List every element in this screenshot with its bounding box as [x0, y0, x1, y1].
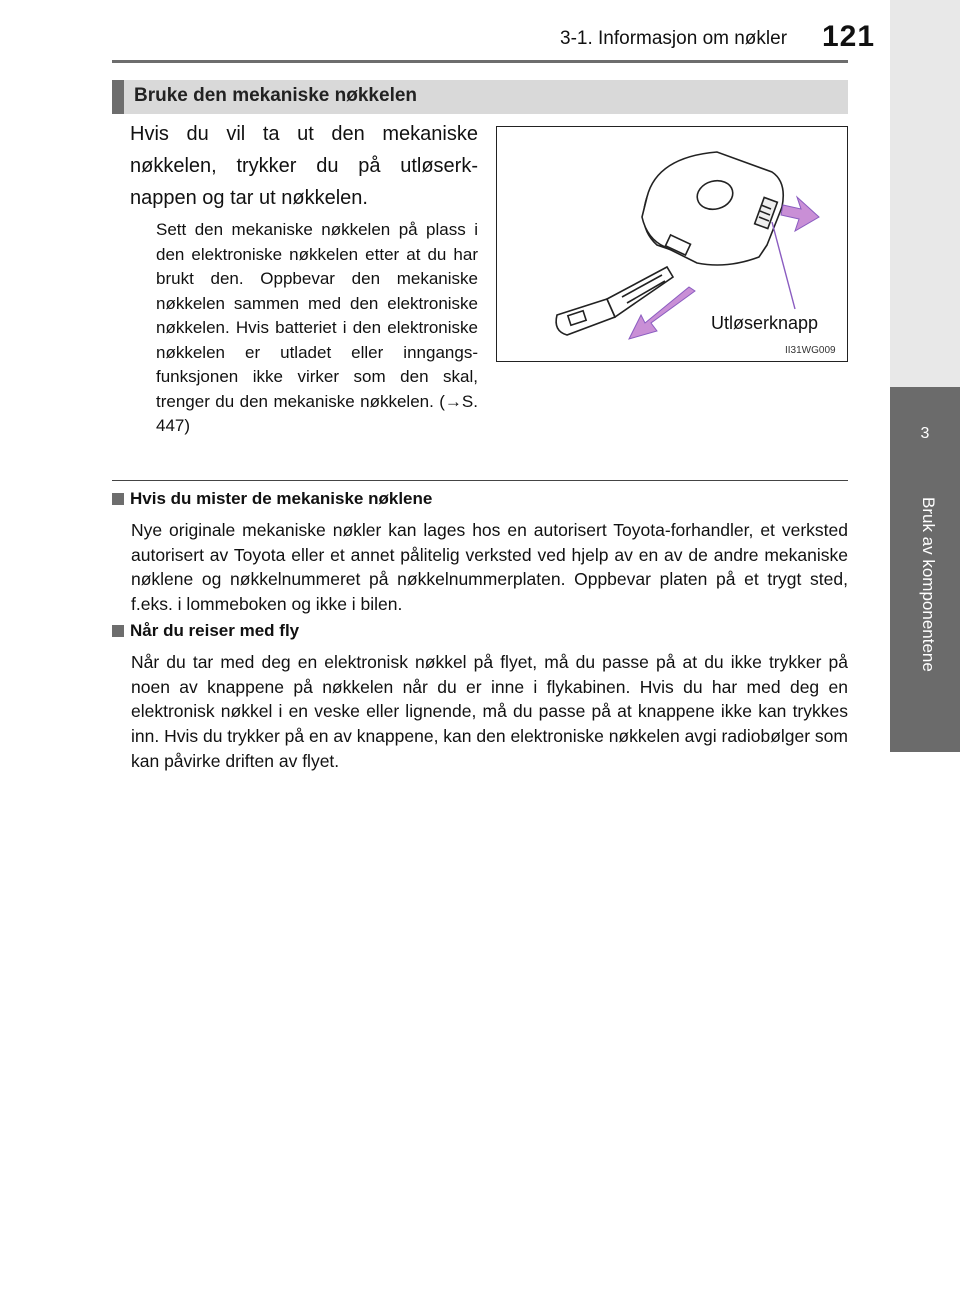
info-item-flying [112, 618, 848, 774]
section-heading [112, 80, 848, 114]
key-figure [496, 126, 848, 362]
section-divider [112, 480, 848, 481]
mechanical-key-icon [556, 267, 673, 335]
side-tab-background [890, 0, 960, 387]
item-heading: Hvis du mister de mekaniske nøklene [130, 489, 433, 508]
chapter-number: 3 [920, 425, 930, 442]
callout-line [772, 222, 795, 309]
info-item-lost-keys [112, 486, 848, 617]
electronic-key-icon [642, 152, 783, 265]
note-paragraph: Sett den mekaniske nøkkelen på plass i den elektroniske nøkkelen etter at du har brukt den. Oppbevar den mekaniske nøkkelen sammen med den elektroniske nøkkelen. Hvis batteriet i den elektroniske nøkkelen er utladet eller inngangsfunksjonen ikke virker som den skal, trenger du den mekaniske nøkkelen. (→S. 447) [156, 220, 478, 435]
release-button-label: Utløserknapp [711, 313, 819, 333]
square-bullet-icon [112, 493, 124, 505]
square-bullet-icon [112, 625, 124, 637]
item-heading: Når du reiser med fly [130, 621, 300, 640]
press-arrow-icon [781, 197, 819, 231]
page-number: 121 [822, 20, 876, 53]
header-rule [112, 60, 848, 63]
item-body: Når du tar med deg en elektronisk nøkkel på flyet, må du passe på at du ikke trykker på noen av knappene på nøkkelen når du er inne i flykabinen. Hvis du har med deg en elektronisk nøkkel i en veske eller lignende, må du passe på at knappene ikke kan trykkes inn. Hvis du trykker på en av knappene, kan den elektroniske nøkkelen avgi radiobølger som kan påvirke driften av flyet. [131, 652, 848, 771]
chapter-side-tab [890, 387, 960, 752]
section-heading-text: Bruke den mekaniske nøkkelen [134, 85, 418, 106]
figure-code: II31WG009 [785, 345, 836, 356]
item-body: Nye originale mekaniske nøkler kan lages hos en autorisert Toyota-forhandler, et verksted autorisert av Toyota eller et annet pålitelig verksted ved hjelp av en av de andre mekaniske nøklene og nøkkelnummeret på nøkkelnummerplaten. Oppbevar platen på et trygt sted, f.eks. i lommeboken og ikke i bilen. [131, 520, 848, 615]
chapter-title: Bruk av komponentene [919, 497, 938, 672]
running-header: 3-1. Informasjon om nøkler [560, 28, 788, 49]
intro-paragraph: Hvis du vil ta ut den mekaniske nøkkelen, trykker du på utløserknappen og tar ut nøkkelen. [130, 123, 478, 209]
